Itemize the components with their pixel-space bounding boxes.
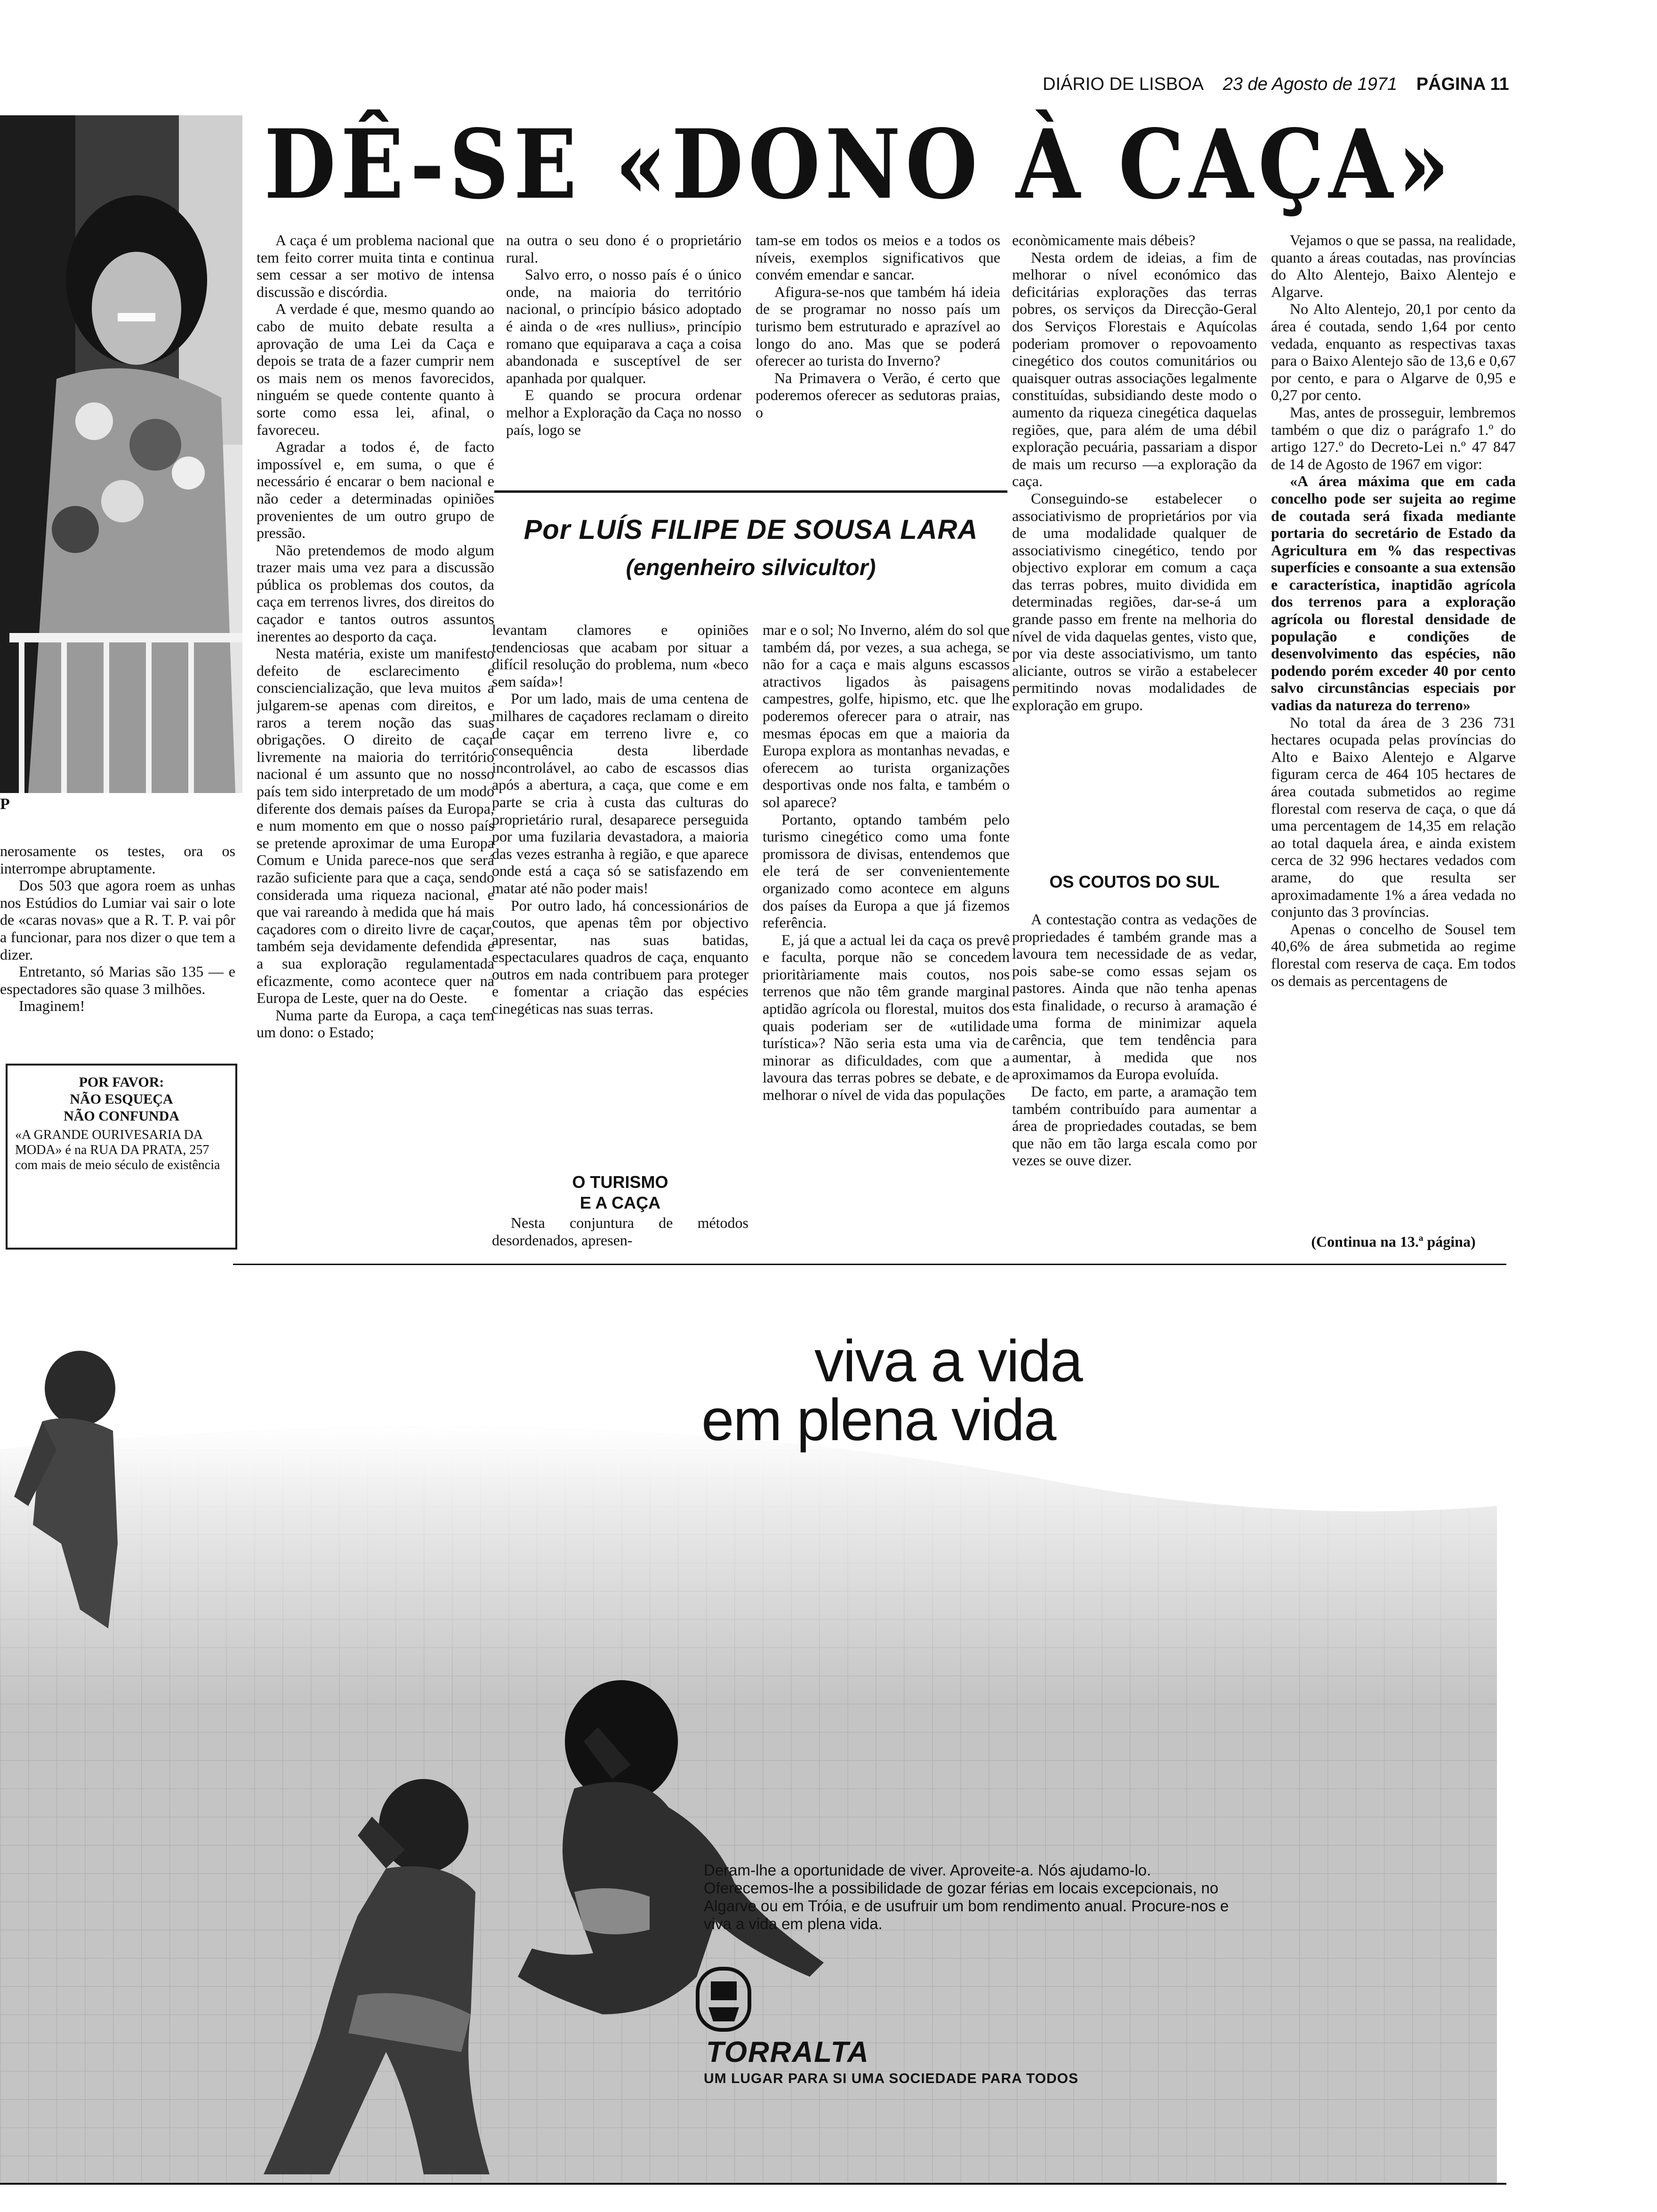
paragraph: No Alto Alentejo, 20,1 por cento da área é coutada, sendo 1,64 por cento vedada, enquanto as respectivas taxas para o Baixo Alentejo são de 13,6 e 0,67 por cento, e para o Algarve de 0,95 e 0,27 por cento.	[1271, 300, 1516, 404]
paragraph: na outra o seu dono é o proprietário rural.	[506, 232, 741, 266]
woman-photo	[0, 115, 242, 793]
paragraph: nerosamente os testes, ora os interrompe abruptamente.	[0, 842, 235, 877]
paragraph: Imaginem!	[19, 997, 85, 1015]
masthead	[1043, 74, 1513, 101]
paragraph: No total da área de 3 236 731 hectares ocupada pelas províncias do Alto e Baixo Alentejo e Algarve figuram cerca de 464 105 hectares de área coutada submetidos ao regime florestal com reserva de caça, o que dá uma percentagem de 14,35 em relação ao total daquela área, e ainda existem cerca de 32 996 hectares vedados com arame, do que resulta ser aproximadamente 1% a área vedada no conjunto das 3 províncias.	[1271, 713, 1516, 921]
paragraph: Não pretendemos de modo algum trazer mais uma vez para a discussão pública os problemas dos coutos, da caça em terrenos livres, dos direitos do caçador e tantos outros assuntos inerentes ao desporto da caça.	[257, 541, 494, 645]
continued-note: (Continua na 13.ª página)	[1311, 1233, 1476, 1250]
paragraph: Numa parte da Europa, a caça tem um dono: o Estado;	[257, 1006, 494, 1041]
paragraph: econòmicamente mais débeis?	[1012, 232, 1196, 248]
paragraph: Dos 503 que agora roem as unhas nos Estúdios do Lumiar vai sair o lote de «caras novas» que a R. T. P. vai pôr a funcionar, para nos dizer o que tem a dizer.	[0, 877, 235, 963]
ad-box-line: POR FAVOR:	[79, 1074, 164, 1090]
ad-copy: Deram-lhe a oportunidade de viver. Aproveite-a. Nós ajudamo-lo. Oferecemos-lhe a possibilidade de gozar férias em locais excepcionais, no Algarve ou em Tróia, e de usufruir um bom rendimento anual. Procure-nos e viva a vida em plena vida.	[704, 1861, 1229, 1932]
subheading-turismo	[492, 1172, 748, 1219]
section-divider	[233, 1264, 1506, 1265]
brand-tagline: UM LUGAR PARA SI UMA SOCIEDADE PARA TODOS	[704, 2071, 1079, 2086]
paragraph-quote: «A área máxima que em cada concelho pode ser sujeita ao regime de coutada será fixada mediante portaria do secretário de Estado da Agricultura em % das respectivas superfícies e consoante a sua extensão e característica, inaptidão agrícola dos terrenos para a exploração agrícola ou florestal densidade de população e condições de desenvolvimento das espécies, não podendo porém exceder 40 por cento salvo circunstâncias especiais por vadias da natureza do terreno»	[1271, 473, 1516, 714]
paragraph: Conseguindo-se estabelecer o associativismo de proprietários por via de uma modalidade qualquer de associativismo cinegético, tendo por objectivo explorar em comum a caça das terras pobres, muito dividida em determinadas regiões, dar-se-á um grande passo em frente na melhoria do nível de vida daquelas gentes, visto que, por via deste associativismo, um tanto aliciante, outros se virão a estabelecer permitindo novas modalidades de exploração em grupo.	[1012, 489, 1257, 714]
paragraph: E quando se procura ordenar melhor a Exploração da Caça no nosso país, logo se	[506, 386, 741, 438]
brand-name: TORRALTA	[706, 2036, 869, 2068]
paragraph: De facto, em parte, a aramação tem também contribuído para aumentar a área de propriedades coutadas, se bem que não em tão larga escala como por vezes se ouve dizer.	[1012, 1082, 1257, 1169]
bottom-border	[0, 2183, 1506, 2185]
subheading-coutos: OS COUTOS DO SUL	[1049, 872, 1220, 891]
left-column-tail	[0, 842, 235, 1059]
subheading-line: O TURISMO	[572, 1172, 668, 1192]
article-column-2	[506, 232, 741, 481]
article-column-3	[756, 232, 1000, 481]
slogan-line: em plena vida	[701, 1387, 1056, 1453]
paragraph: A verdade é que, mesmo quando ao cabo de muito debate resulta a aprovação de uma Lei da Caça e depois se trata de a fazer cumprir nem os mais nem os menos favorecidos, ninguém se quede contente quanto à sorte como essa lei, afinal, o favoreceu.	[257, 300, 494, 438]
paragraph: mar e o sol; No Inverno, além do sol que também dá, por vezes, a sua achega, se não for a caça e mais alguns escassos atractivos ligados às paisagens campestres, golfe, hipismo, etc. que lhe poderemos oferecer para o atrair, nas mesmas épocas em que a maioria da Europa explora as montanhas nevadas, e oferecem ao turista organizações desportivas onde nos falta, e também o sol aparece?	[763, 621, 1010, 810]
paragraph: Apenas o concelho de Sousel tem 40,6% de área submetida ao regime florestal com reserva de caça. Em todos os demais as percentagens de	[1271, 920, 1516, 989]
article-column-3-lower	[763, 621, 1010, 1250]
paragraph: tam-se em todos os meios e a todos os níveis, exemplos significativos que convém emendar e sancar.	[756, 232, 1000, 283]
article-column-1	[257, 232, 494, 1248]
issue-date: 23 de Agosto de 1971	[1223, 74, 1398, 94]
paragraph: Portanto, optando também pelo turismo cinegético como uma fonte promissora de divisas, entendemos que ele terá de ser convenientemente organizado como acontece em alguns dos países da Europa a que já fizemos referência.	[763, 810, 1010, 931]
byline	[494, 490, 1007, 610]
author-role: (engenheiro silvicultor)	[626, 555, 876, 580]
ad-box-ourivesaria	[6, 1064, 237, 1250]
paragraph: Mas, antes de prosseguir, lembremos também o que diz o parágrafo 1.º do artigo 127.º do Decreto-Lei n.º 47 847 de 14 de Agosto de 1967 em vigor:	[1271, 403, 1516, 473]
paragraph: Por outro lado, há concessionários de coutos, que apenas têm por objectivo apresentar, nas suas batidas, espectaculares quadros de caça, enquanto outros em nada contribuem para proteger e fomentar a criação das espécies cinegéticas nas suas terras.	[492, 897, 748, 1018]
paragraph: Afigura-se-nos que também há ideia de se programar no nosso país um turismo bem estruturado e aprazível ao longo do ano. Mas que se poderá oferecer ao turista do Inverno?	[756, 283, 1000, 369]
ad-box-line: NÃO ESQUEÇA	[70, 1091, 173, 1107]
paragraph: levantam clamores e opiniões tendenciosas que acabam por situar a difícil resolução do problema, num «beco sem saída»!	[492, 621, 748, 690]
paragraph: A contestação contra as vedações de propriedades é também grande mas a lavoura tem necessidade de as vedar, pois sabe-se como essas sejam os pastores. Ainda que não tenha apenas esta finalidade, o recurso à aramação é uma forma de minimizar aquela carência, que tem tendência para aumentar, à medida que nos aproximamos da Europa evoluída.	[1012, 911, 1257, 1083]
article-column-2-lower	[492, 621, 748, 1250]
photo-caption-marker: P	[0, 795, 10, 813]
newspaper-name: DIÁRIO DE LISBOA	[1043, 74, 1204, 94]
page-number: PÁGINA 11	[1416, 74, 1509, 94]
paragraph: Entretanto, só Marias são 135 — e espectadores são quase 3 milhões.	[0, 963, 235, 997]
ad-box-line: NÃO CONFUNDA	[64, 1108, 179, 1124]
paragraph: Agradar a todos é, de facto impossível e, em suma, o que é necessário é encarar o bem nacional e não ceder a determinadas opiniões provenientes de um outro grupo de pressão.	[257, 438, 494, 542]
paragraph: Por um lado, mais de uma centena de milhares de caçadores reclamam o direito de caçar em terreno livre e, co consequência desta liberdade incontrolável, ao cabo de escassos dias após a abertura, a caça, que come e em parte se cria à custa das culturas do proprietário rural, desaparece perseguida por uma fuzilaria devastadora, a maioria das vezes estranha à região, e que aparece onde está a caça só se satisfazendo em matar até não poder mais!	[492, 690, 748, 897]
ad-slogan	[701, 1329, 1360, 1454]
paragraph: Nesta matéria, existe um manifesto defeito de esclarecimento e consciencialização, que leva muitos a julgarem-se apenas com direitos, e raros a terem noção das suas obrigações. O direito de caçar livremente na maioria do território nacional é um assunto que no nosso país tem sido interpretado de um modo diferente dos demais países da Europa, e num momento em que o nosso país se pretende aproximar de uma Europa Comum e Unida parece-nos que será razão suficiente para que a caça, sendo considerada uma riqueza nacional, e que vai rareando à medida que há mais caçadores com o direito livre de caçar, também seja devidamente defendida e a sua exploração regulamentada eficazmente, como acontece quer na Europa de Leste, quer na do Oeste.	[257, 645, 494, 1007]
article-column-5	[1271, 232, 1516, 1220]
paragraph: E, já que a actual lei da caça os prevê e faculta, porque não se concedem prioritàriamente mais coutos, nos terrenos que não têm grande marginal aptidão agrícola ou florestal, muitos dos quais poderiam ser de «utilidade turística»? Não seria esta uma via de minorar as dificuldades, com que a lavoura das terras pobres se debate, e de melhorar o nível de vida das populações	[763, 931, 1010, 1104]
ad-box-body: «A GRANDE OURIVESARIA DA MODA» é na RUA DA PRATA, 257 com mais de meio século de existência	[15, 1128, 220, 1172]
paragraph: Nesta conjuntura de métodos desordenados, apresen-	[492, 1214, 748, 1249]
article-column-4-lower	[1012, 911, 1257, 1250]
paragraph: Nesta ordem de ideias, a fim de melhorar o nível económico das deficitárias explorações das terras pobres, os serviços da Direcção-Geral dos Serviços Florestais e Aquícolas poderiam promover o repovoamento cinegético dos coutos comunitários ou quaisquer outras associações legalmente constituídas, subsidiando deste modo o aumento da riqueza cinegética daquelas regiões, que, para além de uma débil exploração pecuária, passariam a dispor de mais um recurso —a exploração da caça.	[1012, 248, 1257, 490]
paragraph: Vejamos o que se passa, na realidade, quanto a áreas coutadas, nas províncias do Alto Alentejo, Baixo Alentejo e Algarve.	[1271, 232, 1516, 300]
author-name: Por LUÍS FILIPE DE SOUSA LARA	[523, 514, 978, 545]
article-column-2-end	[492, 1214, 748, 1252]
headline: DÊ-SE «DONO À CAÇA»	[264, 108, 1455, 221]
paragraph: Na Primavera o Verão, é certo que poderemos oferecer as sedutoras praias, o	[756, 369, 1000, 421]
paragraph: A caça é um problema nacional que tem feito correr muita tinta e continua sem cessar a ser motivo de intensa discussão e discórdia.	[257, 232, 494, 300]
slogan-line: viva a vida	[814, 1329, 1082, 1394]
paragraph: Salvo erro, o nosso país é o único onde, na maioria do território nacional, o princípio básico adoptado é ainda o de «res nullius», princípio romano que equiparava a caça a coisa abandonada e susceptível de ser apanhada por qualquer.	[506, 266, 741, 386]
subheading-line: E A CAÇA	[579, 1193, 661, 1212]
